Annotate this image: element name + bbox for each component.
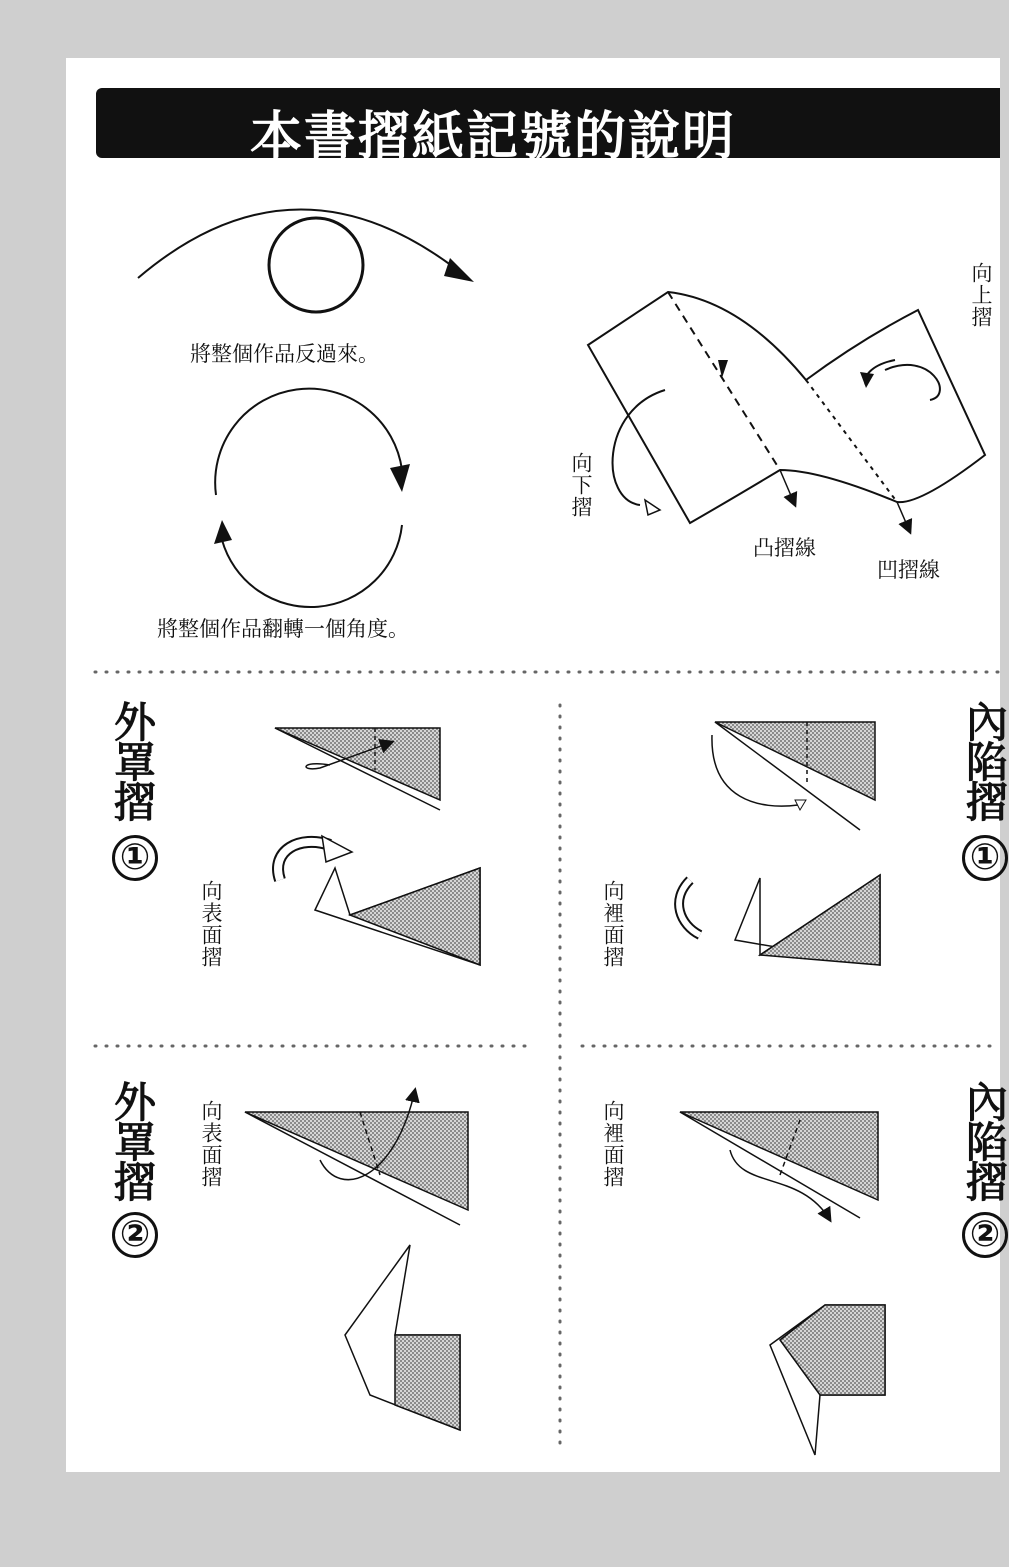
inside-reverse-fold-1-diagram [679, 722, 880, 965]
section-title-outside-1: 外罩摺 [108, 700, 157, 820]
section-number-outside-1: ① [112, 835, 158, 881]
valley-line-label: 凹摺線 [877, 558, 940, 582]
fold-lines-diagram [588, 292, 985, 532]
flip-caption: 將整個作品反過來。 [190, 342, 379, 366]
page-title: 本書摺紙記號的說明 [249, 107, 736, 167]
section-number-inside-1: ① [962, 835, 1008, 881]
rotate-icon [214, 389, 410, 607]
outside-2-label: 向表面摺 [199, 1100, 223, 1188]
inside-1-label: 向裡面摺 [601, 880, 625, 968]
section-title-inside-1: 內陷摺 [960, 700, 1009, 820]
outside-1-label: 向表面摺 [199, 880, 223, 968]
section-number-outside-2: ② [112, 1212, 158, 1258]
rotate-caption: 將整個作品翻轉一個角度。 [157, 617, 409, 641]
inside-reverse-fold-2-diagram [680, 1112, 885, 1455]
outside-reverse-fold-1-diagram [275, 728, 480, 965]
section-title-outside-2: 外罩摺 [108, 1080, 157, 1200]
flip-over-icon [138, 209, 474, 312]
section-title-inside-2: 內陷摺 [960, 1080, 1009, 1200]
fold-down-label: 向下摺 [569, 452, 593, 518]
mountain-line-label: 凸摺線 [753, 536, 816, 560]
section-number-inside-2: ② [962, 1212, 1008, 1258]
inside-2-label: 向裡面摺 [601, 1100, 625, 1188]
fold-up-label: 向上摺 [969, 262, 993, 328]
outside-reverse-fold-2-diagram [245, 1090, 468, 1430]
